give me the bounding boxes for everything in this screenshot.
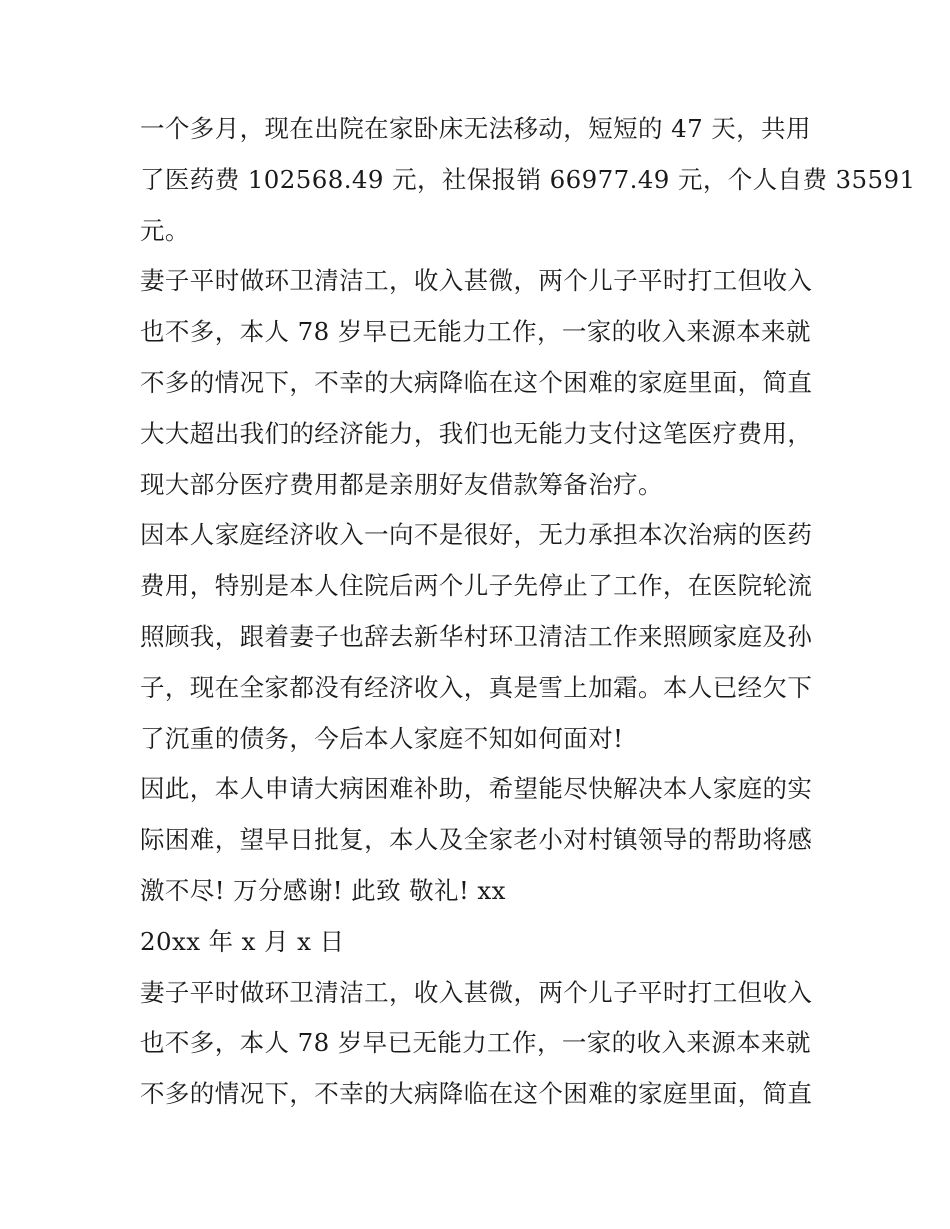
text-line: 激不尽! 万分感谢! 此致 敬礼! xx [140,875,506,905]
paragraph-date [140,917,820,968]
text-line: 妻子平时做环卫清洁工，收入甚微，两个儿子平时打工但收入 [140,977,813,1007]
text-line: 因本人家庭经济收入一向不是很好，无力承担本次治病的医药 [140,520,813,550]
text-line: 子，现在全家都没有经济收入，真是雪上加霜。本人已经欠下 [140,672,813,702]
date-line: 20xx 年 x 月 x 日 [140,926,345,956]
text-line: 不多的情况下，不幸的大病降临在这个困难的家庭里面，简直 [140,1079,813,1109]
paragraph-medical-costs [140,104,916,256]
paragraph-hardship [140,510,820,764]
text-line: 了医药费 102568.49 元，社保报销 66977.49 元，个人自费 35591 [140,164,916,194]
text-line: 费用，特别是本人住院后两个儿子先停止了工作，在医院轮流 [140,571,813,601]
text-line: 了沉重的债务，今后本人家庭不知如何面对! [140,723,624,753]
text-line: 妻子平时做环卫清洁工，收入甚微，两个儿子平时打工但收入 [140,266,813,296]
text-line: 因此，本人申请大病困难补助，希望能尽快解决本人家庭的实 [140,774,813,804]
paragraph-request [140,764,820,916]
text-line: 一个多月，现在出院在家卧床无法移动，短短的 47 天，共用 [140,114,811,143]
text-line: 元。 [140,215,190,245]
text-line: 现大部分医疗费用都是亲朋好友借款筹备治疗。 [140,469,663,499]
paragraph-family-income-repeat [140,968,820,1120]
text-line: 照顾我，跟着妻子也辞去新华村环卫清洁工作来照顾家庭及孙 [140,621,813,651]
text-line: 也不多，本人 78 岁早已无能力工作，一家的收入来源本来就 [140,317,811,347]
text-line: 际困难，望早日批复，本人及全家老小对村镇领导的帮助将感 [140,825,813,855]
text-line: 大大超出我们的经济能力，我们也无能力支付这笔医疗费用， [140,418,813,448]
text-line: 也不多，本人 78 岁早已无能力工作，一家的收入来源本来就 [140,1028,811,1058]
text-line: 不多的情况下，不幸的大病降临在这个困难的家庭里面，简直 [140,367,813,397]
paragraph-family-income [140,256,820,510]
document-body [140,104,916,1120]
